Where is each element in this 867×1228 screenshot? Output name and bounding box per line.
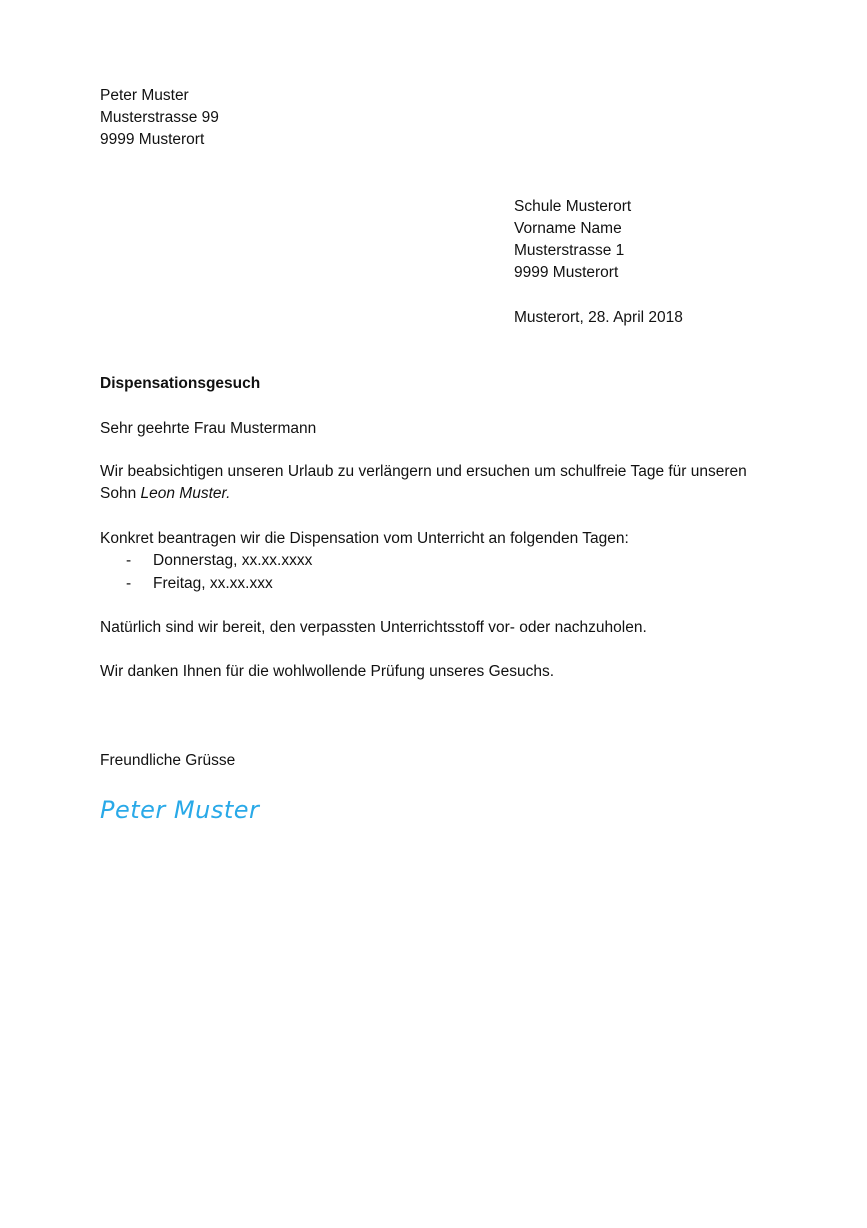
paragraph-1-line-2 xyxy=(100,484,230,504)
letter-subject: Dispensationsgesuch xyxy=(100,375,261,392)
list-marker: - xyxy=(126,575,132,592)
recipient-line: Vorname Name xyxy=(514,220,622,237)
paragraph-4: Wir danken Ihnen für die wohlwollende Prüfung unseres Gesuchs. xyxy=(100,663,555,680)
list-marker: - xyxy=(126,552,132,569)
paragraph-1-line-1: Wir beabsichtigen unseren Urlaub zu verlängern und ersuchen um schulfreie Tage für unseren xyxy=(100,463,747,480)
child-name: Leon Muster. xyxy=(140,485,231,502)
closing: Freundliche Grüsse xyxy=(100,752,236,769)
sender-city: 9999 Musterort xyxy=(100,131,205,148)
paragraph-3: Natürlich sind wir bereit, den verpassten Unterrichtsstoff vor- oder nachzuholen. xyxy=(100,619,647,636)
letter-date: Musterort, 28. April 2018 xyxy=(514,309,683,326)
paragraph-2: Konkret beantragen wir die Dispensation vom Unterricht an folgenden Tagen: xyxy=(100,530,629,547)
text: Sohn xyxy=(100,485,141,502)
recipient-line: 9999 Musterort xyxy=(514,264,619,281)
sender-name: Peter Muster xyxy=(100,87,189,104)
list-item: Freitag, xx.xx.xxx xyxy=(153,575,273,592)
signature: Peter Muster xyxy=(100,796,260,824)
list-item: Donnerstag, xx.xx.xxxx xyxy=(153,552,313,569)
salutation: Sehr geehrte Frau Mustermann xyxy=(100,420,317,437)
recipient-line: Musterstrasse 1 xyxy=(514,242,625,259)
recipient-line: Schule Musterort xyxy=(514,198,632,215)
sender-street: Musterstrasse 99 xyxy=(100,109,219,126)
